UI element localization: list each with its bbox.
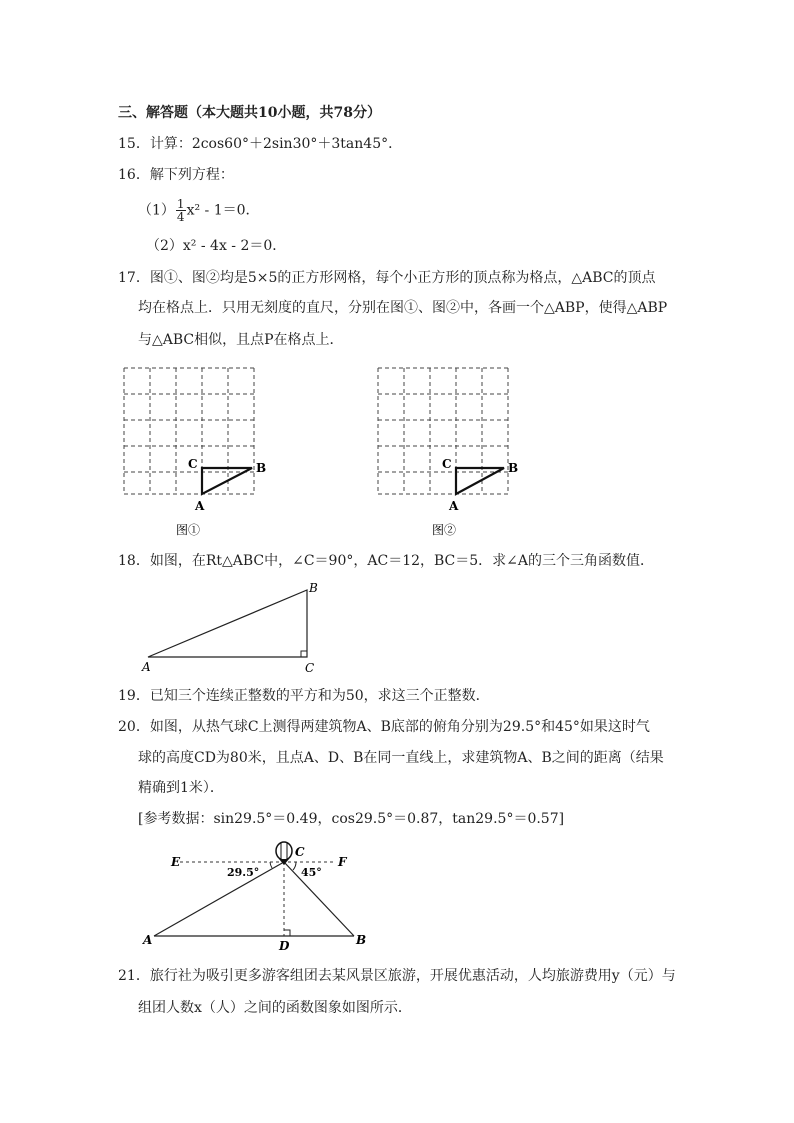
question-20-line-2: 球的高度CD为80米，且点A、D、B在同一直线上，求建筑物A、B之间的距离（结果 xyxy=(138,750,664,766)
angle-arc-right xyxy=(293,862,296,870)
question-17-line-2: 均在格点上．只用无刻度的直尺，分别在图①、图②中，各画一个△ABP，使得△ABP xyxy=(138,300,668,316)
question-16-part-1 xyxy=(138,198,260,223)
question-17-line-3: 与△ABC相似，且点P在格点上． xyxy=(138,332,344,348)
question-15: 15．计算：2cos60°＋2sin30°＋3tan45°． xyxy=(118,136,403,152)
question-20-line-1: 20．如图，从热气球C上测得两建筑物A、B底部的俯角分别为29.5°和45°如果这时气 xyxy=(118,719,650,735)
label-a: A xyxy=(142,660,151,674)
question-20-line-3: 精确到1米）． xyxy=(138,780,224,796)
angle-label-right: 45° xyxy=(301,866,322,879)
label-d: D xyxy=(279,939,290,953)
part-1-label: （1） xyxy=(138,202,175,219)
right-angle-mark xyxy=(284,930,290,936)
figure-1-caption: 图① xyxy=(176,523,201,537)
question-17-line-1: 17．图①、图②均是5×5的正方形网格，每个小正方形的顶点称为格点，△ABC的顶点 xyxy=(118,270,656,286)
question-21-line-1: 21．旅行社为吸引更多游客组团去某风景区旅游，开展优惠活动，人均旅游费用y（元）与 xyxy=(118,968,676,984)
label-b: B xyxy=(508,461,519,475)
section-heading: 三、解答题（本大题共10小题，共78分） xyxy=(118,105,381,121)
label-f: F xyxy=(338,855,347,869)
question-16-part-2: （2）x² - 4x - 2＝0． xyxy=(146,238,287,254)
angle-arc-left xyxy=(270,862,272,868)
right-angle-mark xyxy=(301,651,307,657)
sight-line-ca xyxy=(154,862,284,936)
label-a: A xyxy=(195,499,205,513)
question-21-line-2: 组团人数x（人）之间的函数图象如图所示． xyxy=(138,1000,412,1016)
label-c: C xyxy=(305,661,315,675)
angle-label-left: 29.5° xyxy=(227,866,260,879)
question-20-reference-data: [参考数据：sin29.5°＝0.49，cos29.5°＝0.87，tan29.5°＝0.57] xyxy=(138,811,565,827)
fraction-denominator: 4 xyxy=(176,210,185,224)
label-a: A xyxy=(143,933,153,947)
grid-lines xyxy=(124,368,254,494)
label-c: C xyxy=(295,845,305,859)
part-1-equation: x² - 1＝0． xyxy=(186,202,260,219)
label-e: E xyxy=(171,855,181,869)
label-c: C xyxy=(442,457,452,471)
label-b: B xyxy=(256,461,267,475)
label-a: A xyxy=(449,499,459,513)
right-triangle-abc xyxy=(148,590,307,657)
question-16: 16．解下列方程： xyxy=(118,167,234,183)
figure-1-grid xyxy=(110,360,280,540)
grid-lines xyxy=(378,368,508,494)
label-c: C xyxy=(188,457,198,471)
question-19: 19．已知三个连续正整数的平方和为50，求这三个正整数． xyxy=(118,688,490,704)
label-b: B xyxy=(309,581,318,595)
figure-2-caption: 图② xyxy=(432,523,457,537)
label-b: B xyxy=(356,933,367,947)
figure-q20-balloon xyxy=(140,840,380,955)
figure-2-grid xyxy=(364,360,534,540)
fraction-one-quarter xyxy=(176,198,186,223)
figure-q18-triangle xyxy=(140,580,340,680)
question-18: 18．如图，在Rt△ABC中，∠C＝90°，AC＝12，BC＝5．求∠A的三个三角函数值． xyxy=(118,553,655,569)
fraction-numerator: 1 xyxy=(176,197,185,211)
